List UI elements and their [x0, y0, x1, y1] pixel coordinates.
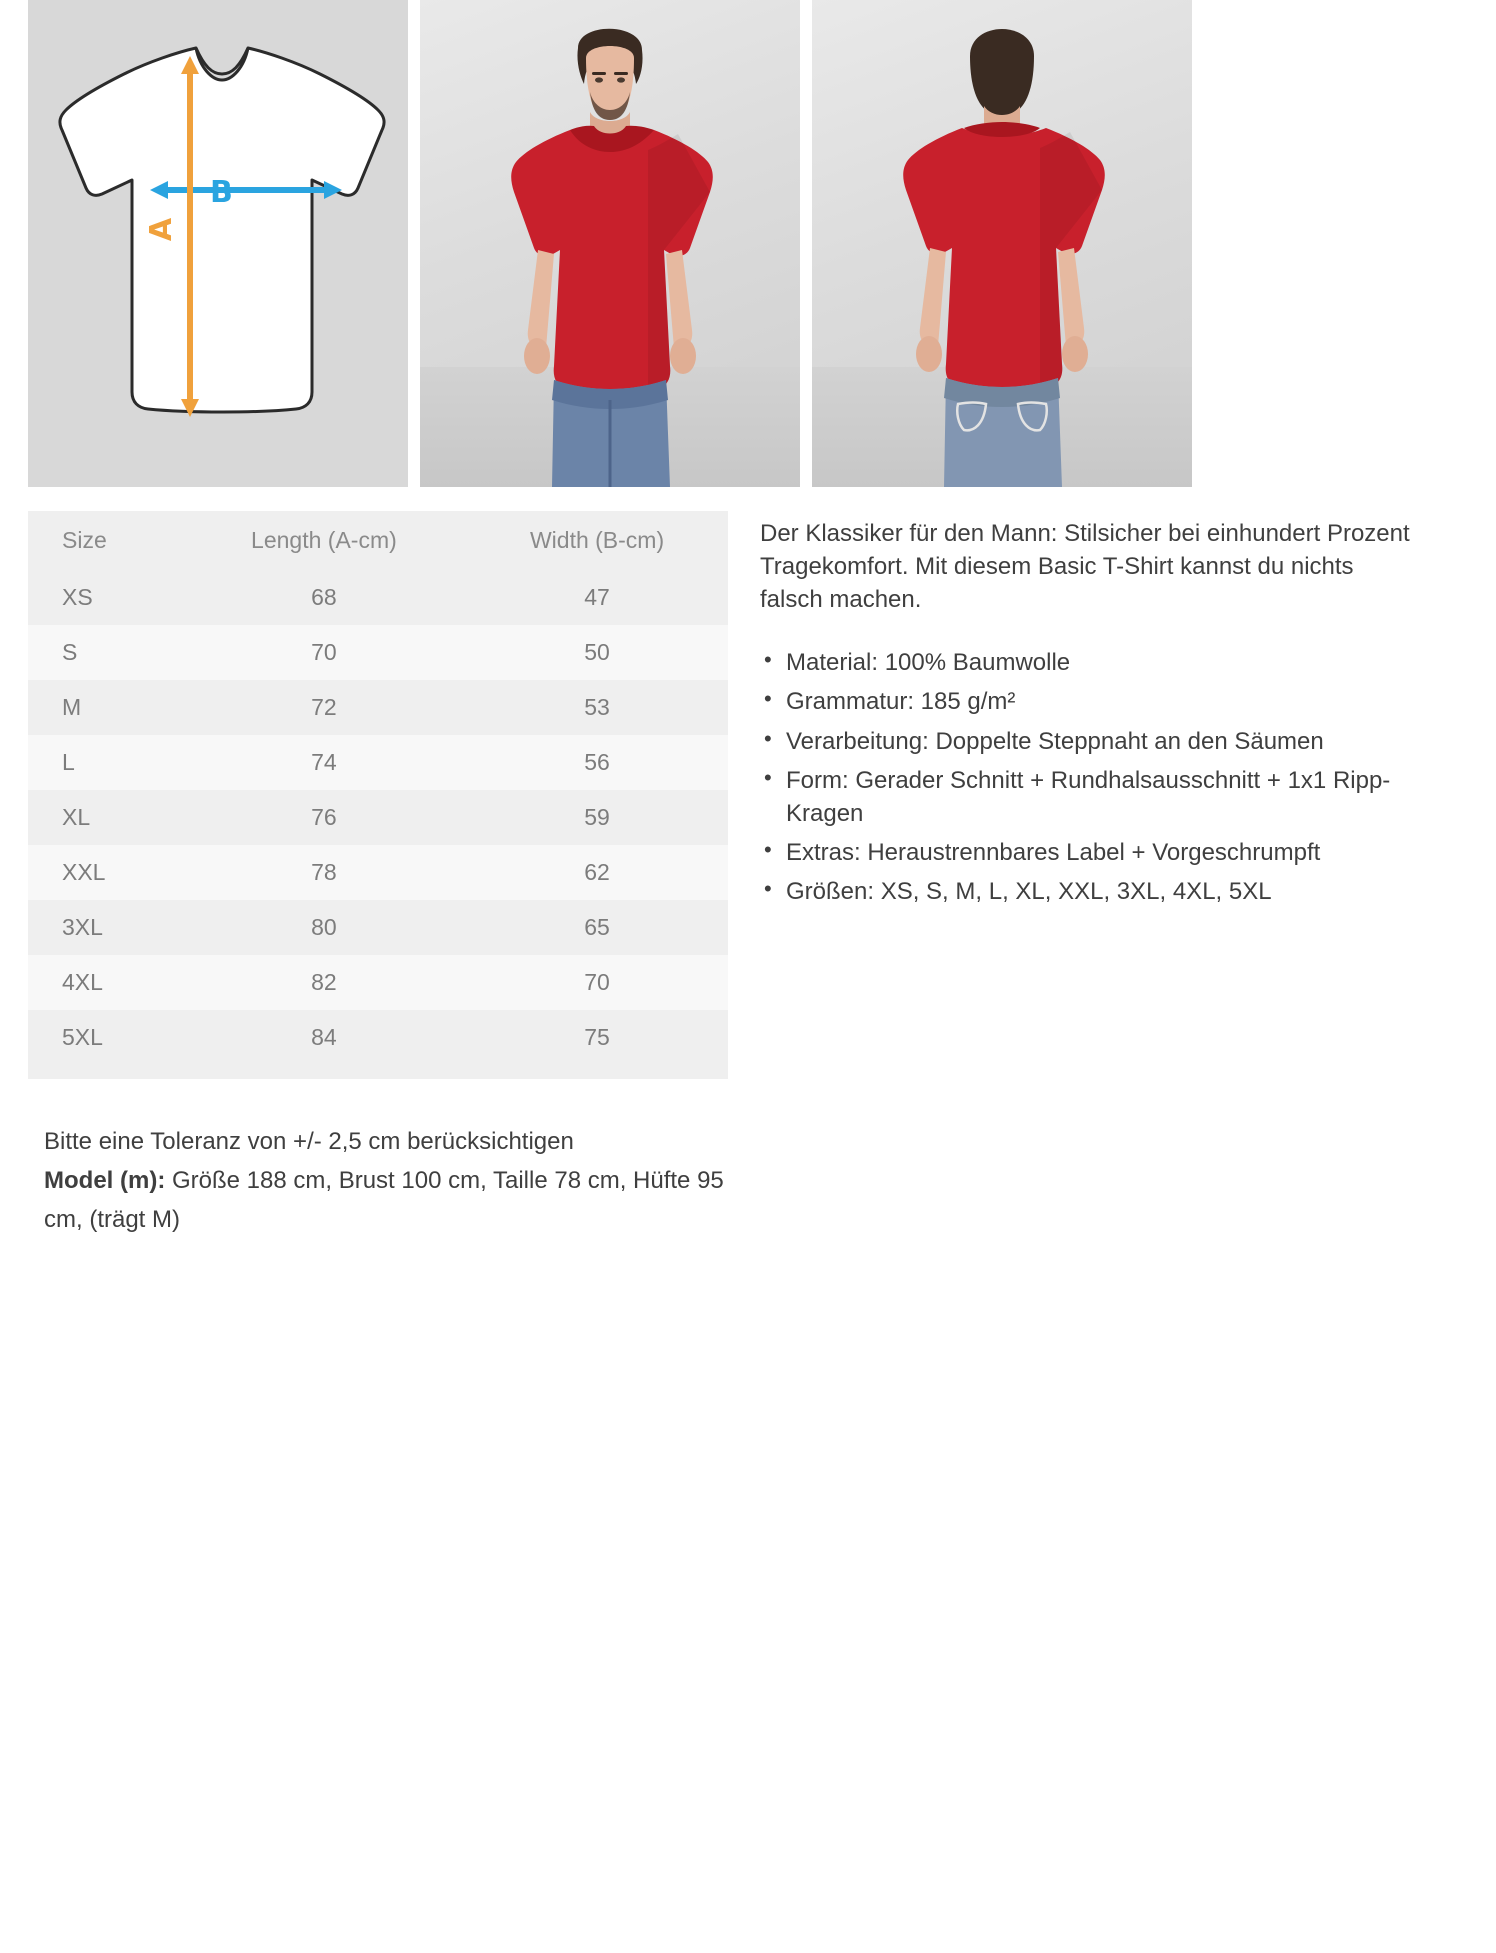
- cell-width: 56: [466, 735, 728, 790]
- cell-size: S: [28, 625, 182, 680]
- model-label: Model (m):: [44, 1166, 166, 1194]
- model-back-photo: [812, 0, 1192, 487]
- table-row: [28, 570, 728, 625]
- list-item: • Extras: Heraustrennbares Label + Vorgeschrumpft: [760, 836, 1420, 869]
- cell-width: 75: [466, 1010, 728, 1065]
- cell-length: 84: [182, 1010, 466, 1065]
- table-row: [28, 735, 728, 790]
- cell-length: 74: [182, 735, 466, 790]
- cell-size: XL: [28, 790, 182, 845]
- tshirt-outline-icon: [28, 0, 408, 487]
- cell-width: 70: [466, 955, 728, 1010]
- list-item: • Grammatur: 185 g/m²: [760, 685, 1420, 718]
- dimension-label-b: B: [210, 175, 233, 210]
- description-intro: Der Klassiker für den Mann: Stilsicher bei einhundert Prozent Tragekomfort. Mit diesem Basic T-Shirt kannst du nichts falsch machen.: [760, 520, 1410, 614]
- list-item: • Größen: XS, S, M, L, XL, XXL, 3XL, 4XL, 5XL: [760, 875, 1420, 908]
- product-description: [760, 511, 1420, 1079]
- cell-size: 4XL: [28, 955, 182, 1010]
- cell-width: 53: [466, 680, 728, 735]
- model-front-photo: [420, 0, 800, 487]
- cell-size: XXL: [28, 845, 182, 900]
- feature-list: [760, 646, 1420, 908]
- cell-width: 65: [466, 900, 728, 955]
- dimension-label-a: A: [144, 217, 180, 242]
- model-measurements: Größe 188 cm, Brust 100 cm, Taille 78 cm, Hüfte 95 cm, (trägt M): [44, 1166, 724, 1233]
- cell-length: 80: [182, 900, 466, 955]
- list-item: • Form: Gerader Schnitt + Rundhalsausschnitt + 1x1 Ripp-Kragen: [760, 764, 1420, 830]
- tolerance-note: Bitte eine Toleranz von +/- 2,5 cm berücksichtigen: [44, 1128, 574, 1155]
- list-item: • Material: 100% Baumwolle: [760, 646, 1420, 679]
- model-back-illustration: [812, 0, 1192, 487]
- details-section: [0, 487, 1496, 1079]
- measurement-footnote: [0, 1079, 760, 1240]
- table-row: [28, 900, 728, 955]
- cell-size: M: [28, 680, 182, 735]
- cell-length: 76: [182, 790, 466, 845]
- table-row: [28, 790, 728, 845]
- cell-width: 59: [466, 790, 728, 845]
- product-image-row: [0, 0, 1496, 487]
- measurement-diagram: [28, 0, 408, 487]
- cell-size: 5XL: [28, 1010, 182, 1065]
- table-header-row: [28, 511, 728, 570]
- cell-length: 70: [182, 625, 466, 680]
- model-front-illustration: [420, 0, 800, 487]
- cell-width: 50: [466, 625, 728, 680]
- table-row: [28, 625, 728, 680]
- cell-length: 82: [182, 955, 466, 1010]
- table-row: [28, 680, 728, 735]
- table-row: [28, 955, 728, 1010]
- model-note: [44, 1162, 732, 1240]
- table-row: [28, 845, 728, 900]
- column-header-width: Width (B-cm): [466, 511, 728, 570]
- cell-length: 78: [182, 845, 466, 900]
- column-header-size: Size: [28, 511, 182, 570]
- cell-length: 72: [182, 680, 466, 735]
- list-item: • Verarbeitung: Doppelte Steppnaht an den Säumen: [760, 725, 1420, 758]
- cell-size: XS: [28, 570, 182, 625]
- cell-width: 47: [466, 570, 728, 625]
- column-header-length: Length (A-cm): [182, 511, 466, 570]
- table-bottom-strip: [28, 1065, 728, 1079]
- cell-length: 68: [182, 570, 466, 625]
- table-row: [28, 1010, 728, 1065]
- cell-size: L: [28, 735, 182, 790]
- size-chart: [28, 511, 728, 1079]
- cell-width: 62: [466, 845, 728, 900]
- size-table: [28, 511, 728, 1079]
- cell-size: 3XL: [28, 900, 182, 955]
